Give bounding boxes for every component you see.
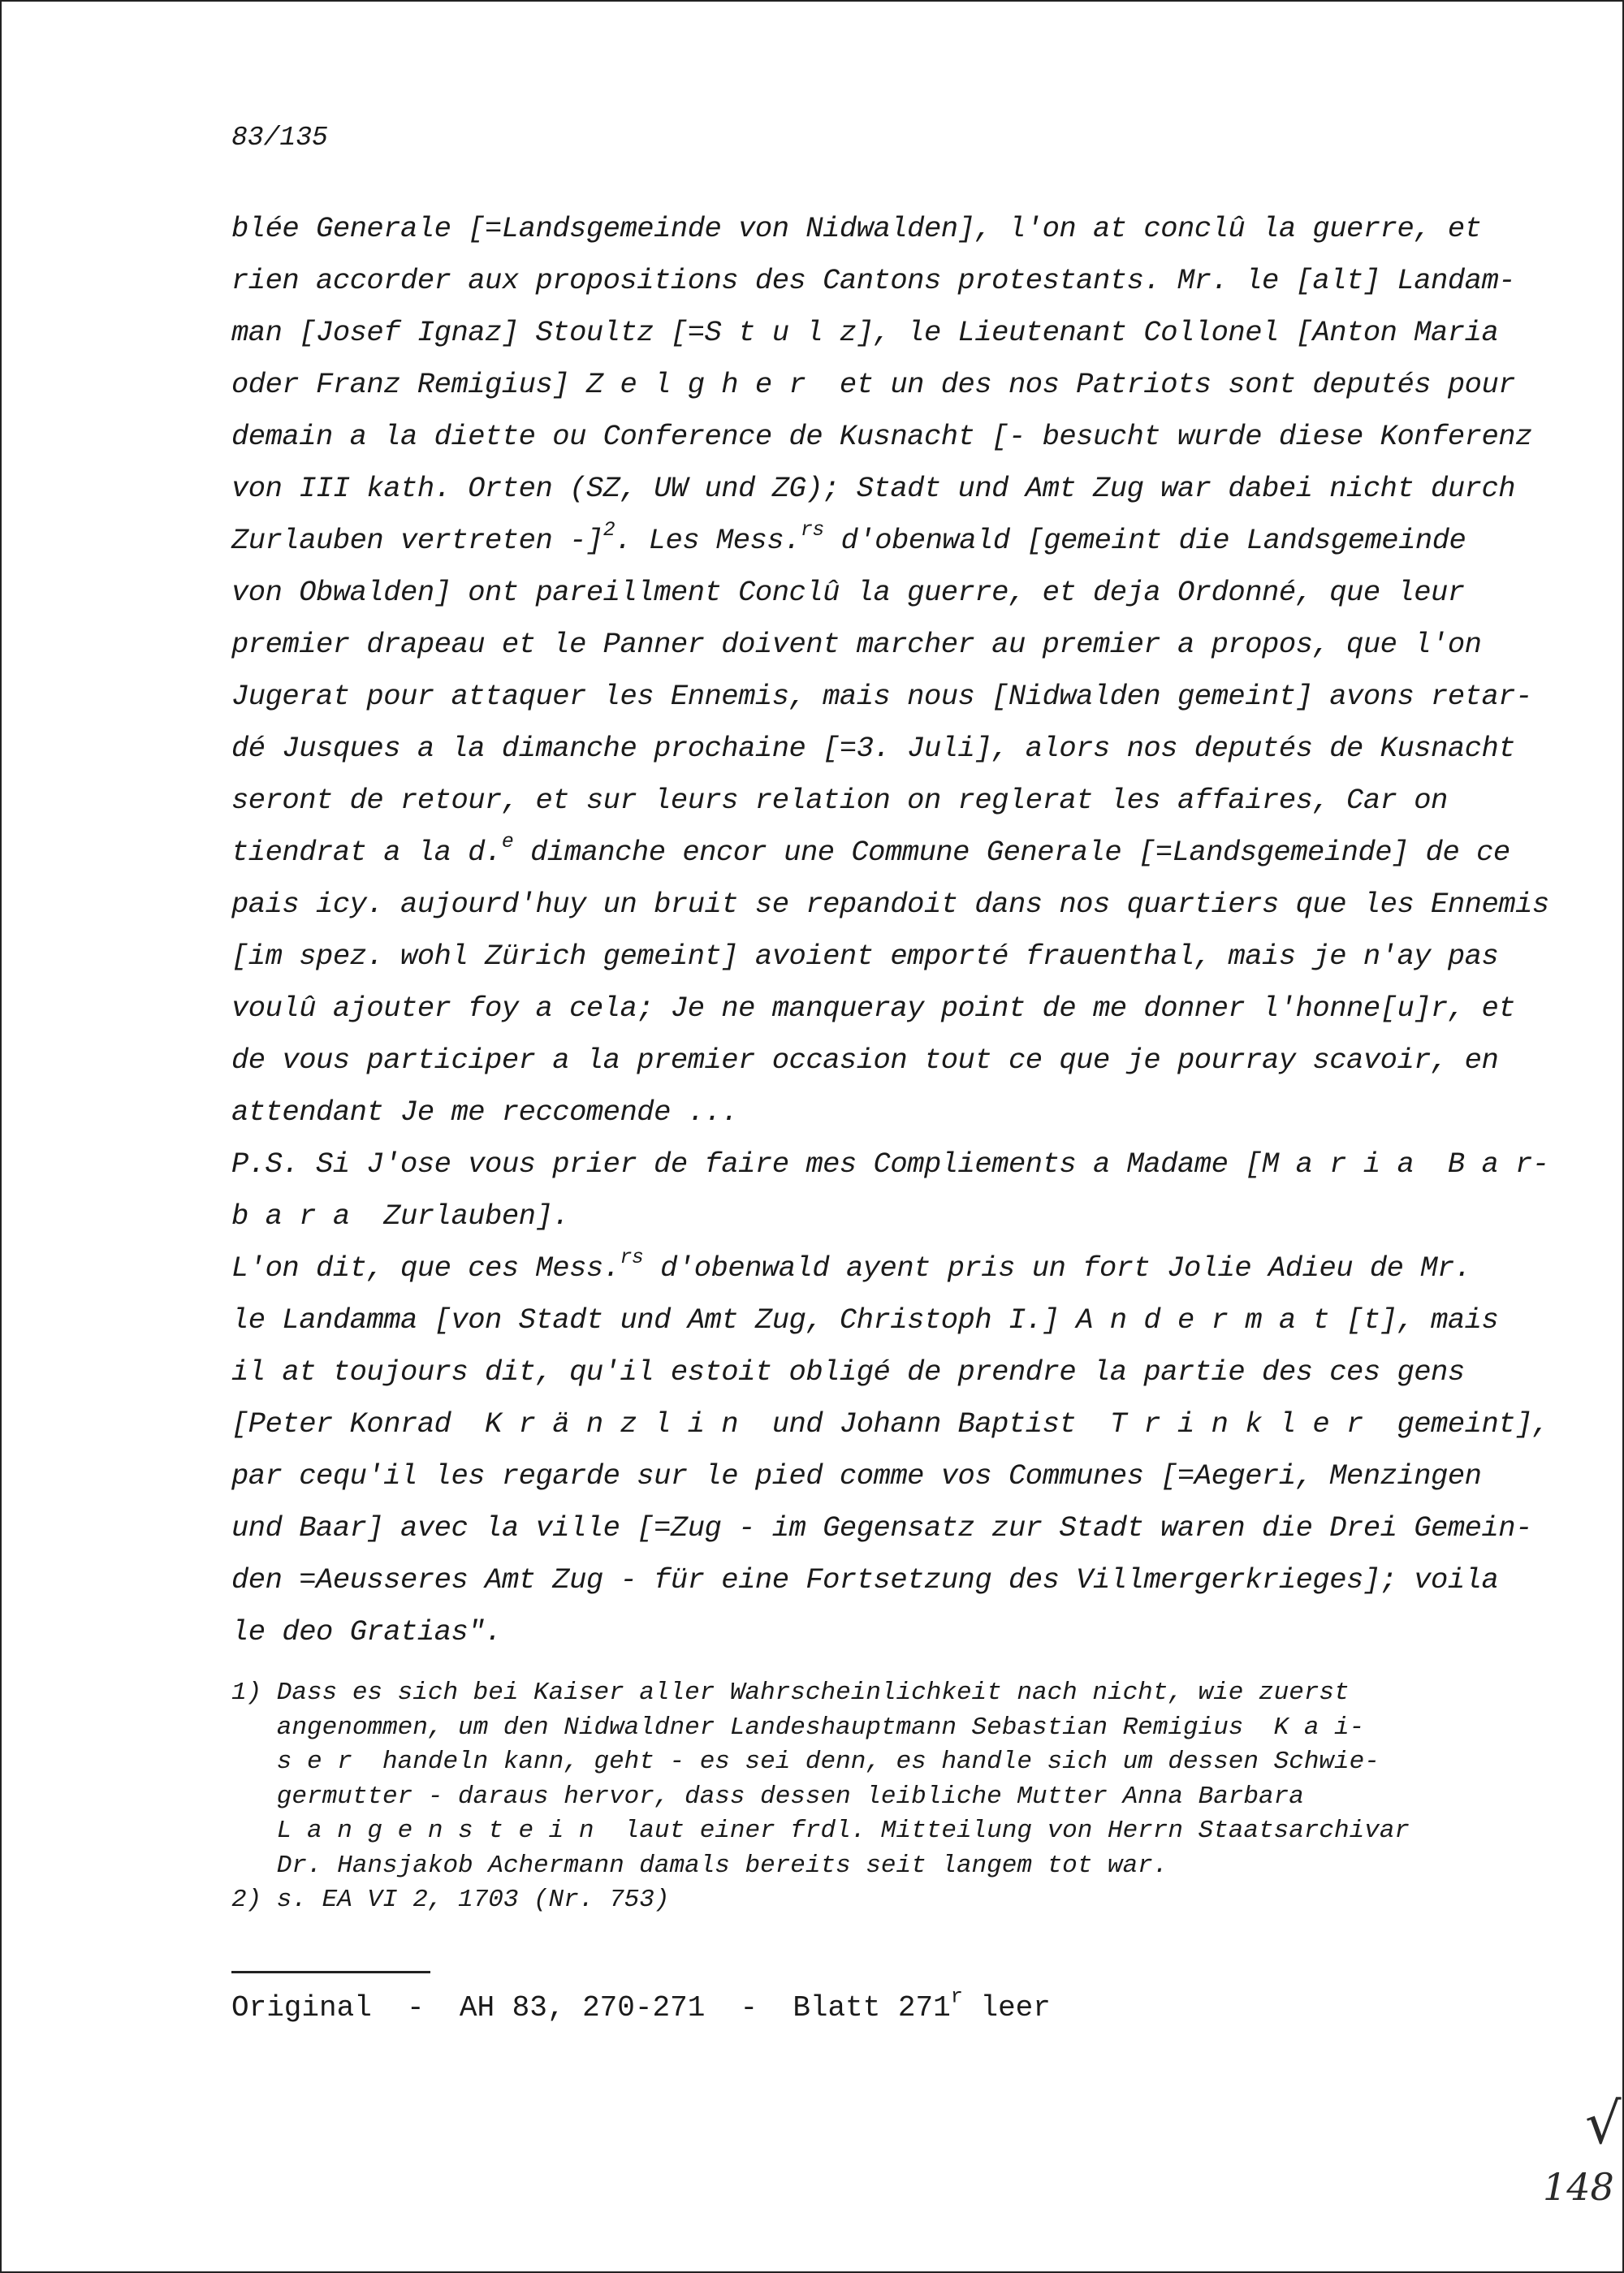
body-line-12: seront de retour, et sur leurs relation on reglerat les affaires, Car on	[231, 784, 1448, 817]
body-line-2: rien accorder aux propositions des Cantons protestants. Mr. le [alt] Landam-	[231, 264, 1516, 297]
footnote-ref-2: 2	[603, 518, 615, 542]
body-line-6: von III kath. Orten (SZ, UW und ZG); Stadt und Amt Zug war dabei nicht durch	[231, 472, 1516, 505]
superscript-rs-2: rs	[620, 1246, 644, 1269]
body-line-10: Jugerat pour attaquer les Ennemis, mais nous [Nidwalden gemeint] avons retar-	[231, 680, 1532, 713]
handwritten-check-mark: √	[1585, 2090, 1622, 2157]
body-line-1: blée Generale [=Landsgemeinde von Nidwalden], l'on at conclû la guerre, et	[231, 212, 1482, 245]
body-line-7-tail: d'obenwald [gemeint die Landsgemeinde	[823, 524, 1466, 557]
body-line-17: de vous participer a la premier occasion tout ce que je pourray scavoir, en	[231, 1044, 1499, 1077]
source-text: Original - AH 83, 270-271 - Blatt 271	[231, 1991, 951, 2025]
letter-body	[231, 203, 1549, 1658]
body-line-3: man [Josef Ignaz] Stoultz [=S t u l z], le Lieutenant Collonel [Anton Maria	[231, 316, 1499, 349]
footnote-1-line-6: Dr. Hansjakob Achermann damals bereits seit langem tot war.	[231, 1851, 1168, 1880]
handwritten-folio-number: 148	[1543, 2165, 1614, 2209]
body-line-27: den =Aeusseres Amt Zug - für eine Fortsetzung des Villmergerkrieges]; voila	[231, 1563, 1499, 1597]
body-line-14: pais icy. aujourd'huy un bruit se repandoit dans nos quartiers que les Ennemis	[231, 888, 1549, 921]
footnote-1-line-2: angenommen, um den Nidwaldner Landeshauptmann Sebastian Remigius K a i-	[231, 1713, 1365, 1742]
body-line-15: [im spez. wohl Zürich gemeint] avoient emporté frauenthal, mais je n'ay pas	[231, 940, 1499, 973]
footnote-1-line-1: 1) Dass es sich bei Kaiser aller Wahrscheinlichkeit nach nicht, wie zuerst	[231, 1679, 1350, 1707]
superscript-e: e	[501, 830, 514, 853]
body-line-13	[231, 827, 1514, 879]
footnote-1-line-4: germutter - daraus hervor, dass dessen leibliche Mutter Anna Barbara	[231, 1782, 1304, 1811]
body-line-19: P.S. Si J'ose vous prier de faire mes Compliements a Madame [M a r i a B a r-	[231, 1147, 1549, 1181]
body-line-18: attendant Je me reccomende ...	[231, 1095, 739, 1129]
footnote-2: 2) s. EA VI 2, 1703 (Nr. 753)	[231, 1886, 670, 1914]
body-line-23: il at toujours dit, qu'il estoit obligé de prendre la partie des ces gens	[231, 1355, 1465, 1389]
body-line-21-tail: d'obenwald ayent pris un fort Jolie Adieu de Mr.	[643, 1251, 1471, 1285]
body-line-13-tail: dimanche encor une Commune Generale [=Landsgemeinde] de ce	[513, 836, 1510, 869]
body-line-8: von Obwalden] ont pareillment Conclû la guerre, et deja Ordonné, que leur	[231, 576, 1465, 609]
body-line-16: voulû ajouter foy a cela; Je ne manqueray point de me donner l'honne[u]r, et	[231, 992, 1516, 1025]
body-line-7-text: Zurlauben vertreten -]	[231, 524, 603, 557]
body-line-13-text: tiendrat a la d.	[231, 836, 502, 869]
body-line-28: le deo Gratias".	[231, 1615, 502, 1649]
body-line-4: oder Franz Remigius] Z e l g h e r et un des nos Patriots sont deputés pour	[231, 368, 1516, 401]
body-line-24: [Peter Konrad K r ä n z l i n und Johann Baptist T r i n k l e r gemeint],	[231, 1407, 1549, 1441]
body-line-9: premier drapeau et le Panner doivent marcher au premier a propos, que l'on	[231, 628, 1482, 661]
footnote-1-line-5: L a n g e n s t e i n laut einer frdl. Mitteilung von Herrn Staatsarchivar	[231, 1817, 1410, 1845]
body-line-11: dé Jusques a la dimanche prochaine [=3. Juli], alors nos deputés de Kusnacht	[231, 732, 1516, 765]
source-superscript: r	[950, 1985, 963, 2009]
body-line-7-mid: . Les Mess.	[615, 524, 801, 557]
body-line-20: b a r a Zurlauben].	[231, 1199, 570, 1233]
body-line-21	[231, 1242, 1514, 1294]
body-line-26: und Baar] avec la ville [=Zug - im Gegensatz zur Stadt waren die Drei Gemein-	[231, 1511, 1532, 1545]
body-line-22: le Landamma [von Stadt und Amt Zug, Christoph I.] A n d e r m a t [t], mais	[231, 1303, 1499, 1337]
body-line-21-text: L'on dit, que ces Mess.	[231, 1251, 620, 1285]
page-number: 83/135	[231, 123, 328, 153]
footnotes	[231, 1676, 1531, 1918]
source-footer	[231, 1987, 1051, 2029]
body-line-25: par cequ'il les regarde sur le pied comme vos Communes [=Aegeri, Menzingen	[231, 1459, 1482, 1493]
body-line-5: demain a la diette ou Conference de Kusnacht [- besucht wurde diese Konferenz	[231, 420, 1532, 453]
footer-rule	[231, 1971, 430, 1973]
footnote-1-line-3: s e r handeln kann, geht - es sei denn, es handle sich um dessen Schwie-	[231, 1748, 1380, 1776]
body-line-7	[231, 515, 1514, 567]
superscript-rs: rs	[800, 518, 824, 542]
source-tail: leer	[962, 1991, 1051, 2025]
